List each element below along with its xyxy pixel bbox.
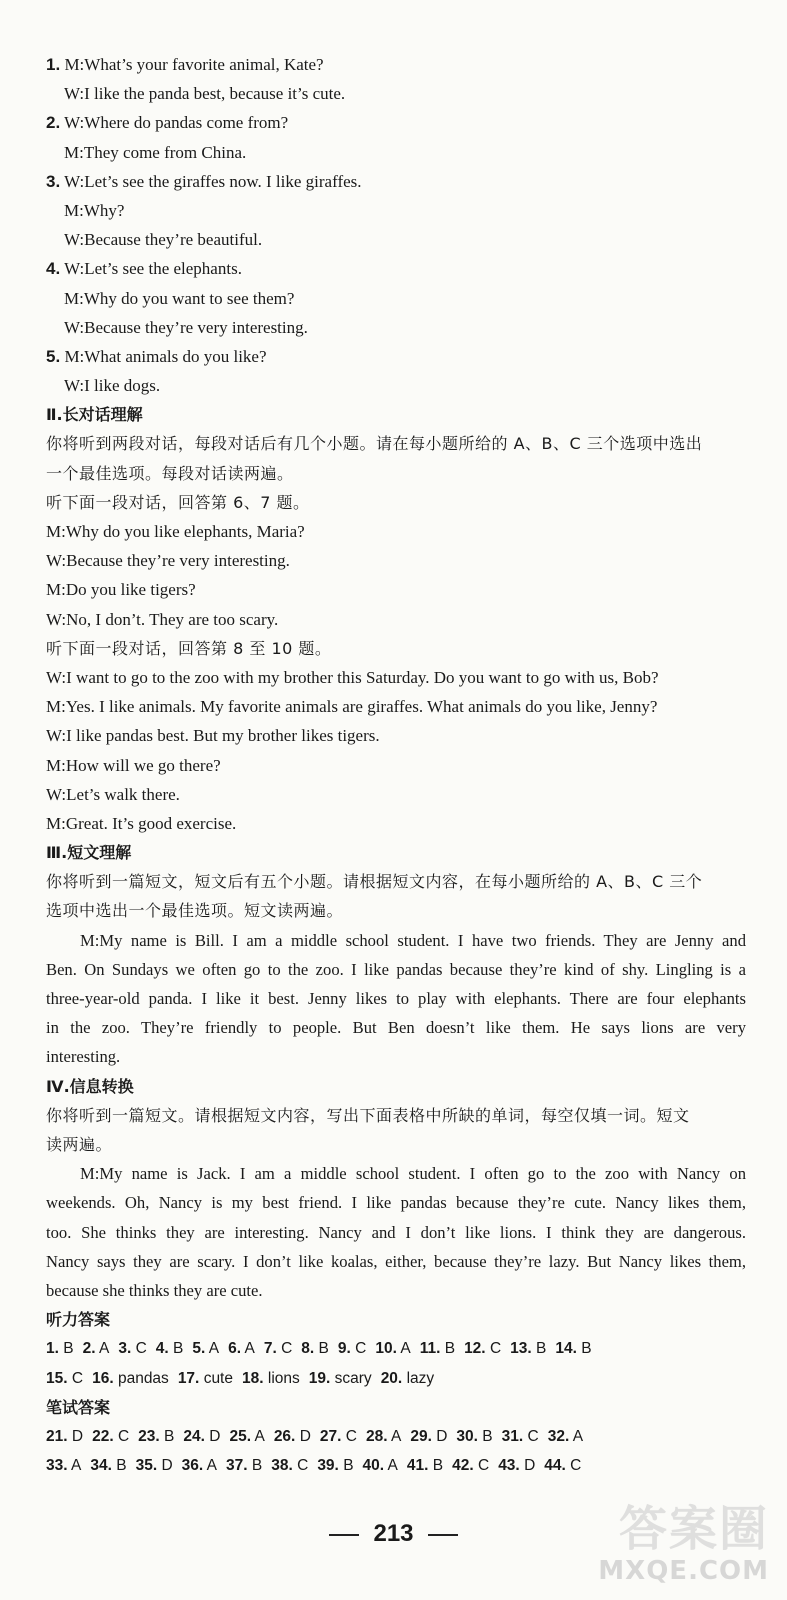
answer-number: 32.: [547, 1427, 570, 1445]
answer-choice: B: [63, 1340, 74, 1358]
answer-choice: C: [281, 1340, 293, 1358]
answer-choice: A: [71, 1457, 82, 1475]
answer-number: 42.: [452, 1457, 474, 1475]
section2-dialog-b: [46, 663, 746, 838]
answer-item: [363, 1451, 398, 1480]
answer-item: [46, 1422, 83, 1451]
dialog-line: W:I like pandas best. But my brother likes tigers.: [46, 726, 380, 746]
answer-number: 15.: [46, 1369, 68, 1387]
answer-item: [242, 1364, 300, 1393]
passage-line: in the zoo. They’re friendly to people. But Ben doesn’t like them. He says lions are very: [46, 1018, 746, 1038]
answer-number: 19.: [308, 1369, 331, 1387]
passage-line: Ben. On Sundays we often go to the zoo. I like pandas because they’re kind of shy. Lingling is a: [46, 959, 746, 979]
passage-line: too. She thinks they are interesting. Nancy and I don’t like lions. I think they are dangerous.: [46, 1222, 746, 1242]
answer-choice: B: [164, 1427, 175, 1445]
watermark-top: 答案圈: [618, 1501, 769, 1557]
dialog-line: W:Because they’re very interesting.: [46, 551, 290, 571]
answer-item: [228, 1334, 255, 1363]
answer-item: [498, 1451, 535, 1480]
answer-item: [274, 1422, 311, 1451]
dialog-line: [46, 342, 746, 371]
answer-choice: C: [117, 1427, 130, 1445]
answer-item: [317, 1451, 353, 1480]
answer-choice: B: [343, 1457, 354, 1475]
answer-choice: D: [436, 1427, 448, 1445]
answer-number: 10.: [375, 1340, 397, 1358]
answer-number: 43.: [498, 1457, 520, 1475]
answer-number: 17.: [177, 1369, 200, 1387]
answer-number: 35.: [135, 1457, 158, 1475]
answer-item: [192, 1334, 219, 1363]
dialog-line: M:Great. It’s good exercise.: [46, 813, 237, 833]
answer-item: [156, 1334, 184, 1363]
section3-heading: Ⅲ.短文理解: [46, 843, 132, 863]
question-number: 2.: [46, 113, 61, 133]
dialog-line: [46, 196, 746, 225]
answer-item: [264, 1334, 292, 1363]
section2-dialog-a: [46, 517, 746, 634]
answer-choice: D: [161, 1457, 173, 1475]
answer-choice: B: [116, 1457, 127, 1475]
answer-number: 40.: [362, 1457, 385, 1475]
answer-item: [338, 1334, 366, 1363]
dialog-line: M:Do you like tigers?: [46, 580, 196, 600]
answer-item: [407, 1451, 443, 1480]
answer-page: [46, 50, 746, 1480]
answer-item: [452, 1451, 489, 1480]
answer-item: [92, 1364, 169, 1393]
dialog-line: M:Yes. I like animals. My favorite animals are giraffes. What animals do you like, Jenny?: [46, 697, 658, 717]
dialog-line: W:No, I don’t. They are too scary.: [46, 609, 279, 629]
answer-number: 31.: [501, 1427, 524, 1445]
answer-number: 11.: [419, 1340, 441, 1358]
answer-item: [271, 1451, 308, 1480]
dialog-line: [46, 284, 746, 313]
answer-number: 33.: [46, 1457, 68, 1475]
question-number: 1.: [46, 55, 61, 74]
dialog-line: [46, 138, 746, 167]
answer-item: [366, 1422, 401, 1451]
answer-choice: B: [318, 1340, 329, 1358]
answer-number: 44.: [544, 1457, 566, 1475]
question-number: 3.: [46, 171, 61, 191]
answer-number: 6.: [228, 1340, 242, 1358]
answer-number: 4.: [155, 1340, 169, 1358]
answer-choice: D: [71, 1427, 84, 1445]
written-answers-row: [46, 1422, 746, 1451]
section2-heading: Ⅱ.长对话理解: [46, 405, 143, 425]
dialog-text: M:Why?: [64, 200, 125, 220]
dialog-text: M:What’s your favorite animal, Kate?: [64, 55, 324, 74]
answer-number: 24.: [183, 1427, 205, 1445]
answer-choice: C: [355, 1340, 367, 1358]
answer-item: [510, 1334, 546, 1363]
dialog-line: W:I want to go to the zoo with my brother this Saturday. Do you want to go with us, Bob?: [46, 667, 659, 687]
dialog-line: [46, 108, 746, 137]
dialog-text: W:Let’s see the elephants.: [64, 259, 242, 279]
answer-choice: D: [524, 1457, 536, 1475]
answer-choice: D: [209, 1427, 221, 1445]
answer-item: [46, 1364, 83, 1393]
section4-heading: Ⅳ.信息转换: [46, 1076, 134, 1096]
answer-item: [544, 1451, 581, 1480]
answer-number: 12.: [464, 1340, 486, 1358]
section2-partA-prompt: 听下面一段对话，回答第 6、7 题。: [46, 492, 310, 512]
answer-item: [555, 1334, 591, 1363]
answer-choice: B: [536, 1340, 547, 1358]
dialog-line: [46, 167, 746, 196]
answer-number: 13.: [510, 1340, 532, 1358]
answer-number: 27.: [319, 1427, 342, 1445]
passage-line: weekends. Oh, Nancy is my best friend. I like pandas because they’re cute. Nancy likes them,: [46, 1193, 746, 1213]
answer-item: [375, 1334, 410, 1363]
section3-intro-line2: 选项中选出一个最佳选项。短文读两遍。: [46, 901, 344, 921]
answer-item: [229, 1422, 264, 1451]
answer-choice: A: [208, 1340, 220, 1358]
passage-line: interesting.: [46, 1047, 121, 1067]
answer-item: [178, 1364, 233, 1393]
answer-number: 26.: [273, 1427, 296, 1445]
dialog-text: W:Where do pandas come from?: [64, 113, 289, 133]
answer-item: [502, 1422, 539, 1451]
answer-item: [46, 1334, 74, 1363]
answer-choice: C: [477, 1457, 490, 1475]
answer-item: [420, 1334, 455, 1363]
dialog-text: M:What animals do you like?: [64, 346, 267, 366]
answer-number: 29.: [410, 1427, 432, 1445]
dialog-text: W:I like dogs.: [64, 376, 161, 396]
answer-number: 1.: [46, 1340, 59, 1358]
section4-intro-line1: 你将听到一篇短文。请根据短文内容，写出下面表格中所缺的单词，每空仅填一词。短文: [46, 1105, 690, 1125]
section3-passage: [46, 926, 746, 1072]
answer-number: 38.: [271, 1457, 293, 1475]
answer-choice: B: [432, 1457, 444, 1475]
answer-number: 36.: [181, 1457, 204, 1475]
answer-choice: A: [98, 1340, 110, 1358]
watermark-logo: [559, 1502, 769, 1592]
answer-item: [464, 1334, 501, 1363]
answer-item: [92, 1422, 129, 1451]
answer-number: 23.: [138, 1427, 160, 1445]
dialog-line: [46, 254, 746, 283]
answer-choice: lions: [267, 1369, 300, 1387]
answer-item: [138, 1422, 174, 1451]
question-number: 4.: [46, 259, 61, 279]
answer-choice: C: [570, 1457, 582, 1475]
answer-number: 41.: [406, 1457, 429, 1475]
written-answers-row: [46, 1451, 746, 1480]
dialog-text: W:Let’s see the giraffes now. I like giraffes.: [64, 171, 362, 191]
answer-choice: C: [71, 1369, 84, 1387]
answer-number: 34.: [90, 1457, 112, 1475]
answer-choice: A: [387, 1457, 398, 1475]
answer-number: 16.: [92, 1369, 114, 1387]
answer-number: 7.: [263, 1340, 277, 1358]
answer-choice: A: [206, 1457, 218, 1475]
listening-answers-heading: 听力答案: [46, 1310, 111, 1330]
answer-choice: C: [297, 1457, 309, 1475]
section2-partB-prompt: 听下面一段对话，回答第 8 至 10 题。: [46, 638, 332, 658]
section4-passage: [46, 1159, 746, 1305]
answer-number: 28.: [365, 1427, 388, 1445]
dialog-line: [46, 79, 746, 108]
answer-choice: lazy: [406, 1369, 435, 1387]
section2-intro-line2: 一个最佳选项。每段对话读两遍。: [46, 463, 294, 483]
answer-number: 39.: [317, 1457, 339, 1475]
answer-item: [301, 1334, 329, 1363]
passage-line: M:My name is Bill. I am a middle school student. I have two friends. They are Jenny and: [80, 930, 746, 950]
answer-choice: B: [482, 1427, 493, 1445]
dialog-line: M:How will we go there?: [46, 755, 221, 775]
watermark-bottom: MXQE.COM: [598, 1556, 769, 1586]
answer-choice: B: [581, 1340, 592, 1358]
answer-item: [226, 1451, 262, 1480]
passage-line: three-year-old panda. I like it best. Jenny likes to play with elephants. There are four elephants: [46, 989, 746, 1009]
answer-number: 14.: [555, 1340, 577, 1358]
page-number-dash-left: [329, 1534, 359, 1536]
answer-item: [381, 1364, 434, 1393]
section3-intro-line1: 你将听到一篇短文，短文后有五个小题。请根据短文内容，在每小题所给的 A、B、C 三个: [46, 872, 703, 892]
answer-choice: A: [244, 1340, 255, 1358]
answer-number: 25.: [229, 1427, 252, 1445]
answer-choice: B: [251, 1457, 263, 1475]
answer-number: 21.: [46, 1427, 68, 1445]
question-number: 5.: [46, 346, 61, 366]
answer-item: [118, 1334, 146, 1363]
answer-number: 30.: [456, 1427, 478, 1445]
dialog-line: [46, 50, 746, 79]
dialog-text: M:Why do you want to see them?: [64, 288, 295, 308]
dialog-text: W:Because they’re beautiful.: [64, 230, 263, 250]
answer-number: 22.: [92, 1427, 114, 1445]
answer-number: 2.: [82, 1340, 96, 1358]
answer-choice: B: [173, 1340, 184, 1358]
answer-choice: C: [135, 1340, 147, 1358]
answer-item: [90, 1451, 126, 1480]
answer-choice: A: [400, 1340, 411, 1358]
answer-item: [83, 1334, 110, 1363]
answer-choice: scary: [334, 1369, 372, 1387]
answer-number: 20.: [380, 1369, 403, 1387]
passage-line: because she thinks they are cute.: [46, 1281, 263, 1301]
answer-number: 8.: [301, 1340, 315, 1358]
dialog-text: W:Because they’re very interesting.: [64, 317, 308, 337]
dialog-line: [46, 225, 746, 254]
answer-item: [46, 1451, 81, 1480]
answer-number: 5.: [192, 1340, 206, 1358]
dialog-text: W:I like the panda best, because it’s cute.: [64, 84, 346, 104]
passage-line: M:My name is Jack. I am a middle school student. I often go to the zoo with Nancy on: [80, 1164, 746, 1184]
listening-answers-row: [46, 1334, 746, 1363]
dialog-line: W:Let’s walk there.: [46, 784, 180, 804]
answer-choice: C: [345, 1427, 357, 1445]
dialog-line: M:Why do you like elephants, Maria?: [46, 522, 305, 541]
answer-item: [136, 1451, 173, 1480]
answer-number: 9.: [337, 1340, 351, 1358]
answer-choice: B: [444, 1340, 456, 1358]
answer-choice: A: [254, 1427, 265, 1445]
short-dialogs: [46, 50, 746, 400]
answer-item: [183, 1422, 220, 1451]
answer-item: [309, 1364, 372, 1393]
listening-answers-row: [46, 1364, 746, 1393]
answer-choice: cute: [203, 1369, 233, 1387]
answer-item: [320, 1422, 357, 1451]
dialog-line: [46, 371, 746, 400]
answer-item: [456, 1422, 492, 1451]
answer-choice: A: [572, 1427, 584, 1445]
page-number-text: 213: [373, 1520, 414, 1547]
passage-line: Nancy says they are scary. I don’t like koalas, either, because they’re lazy. But Nancy likes them,: [46, 1251, 746, 1271]
written-answers-heading: 笔试答案: [46, 1397, 111, 1417]
answer-choice: C: [527, 1427, 539, 1445]
dialog-line: [46, 313, 746, 342]
answer-item: [182, 1451, 217, 1480]
answer-choice: C: [489, 1340, 502, 1358]
answer-number: 3.: [118, 1340, 132, 1358]
answer-number: 37.: [226, 1457, 248, 1475]
answer-item: [548, 1422, 583, 1451]
dialog-text: M:They come from China.: [64, 142, 247, 162]
answer-item: [410, 1422, 447, 1451]
section2-intro-line1: 你将听到两段对话，每段对话后有几个小题。请在每小题所给的 A、B、C 三个选项中选出: [46, 434, 703, 454]
answer-choice: pandas: [117, 1369, 169, 1387]
section4-intro-line2: 读两遍。: [46, 1135, 113, 1155]
answer-choice: D: [299, 1427, 311, 1445]
answer-choice: A: [390, 1427, 402, 1445]
answer-number: 18.: [242, 1369, 264, 1387]
page-number-dash-right: [428, 1534, 458, 1536]
